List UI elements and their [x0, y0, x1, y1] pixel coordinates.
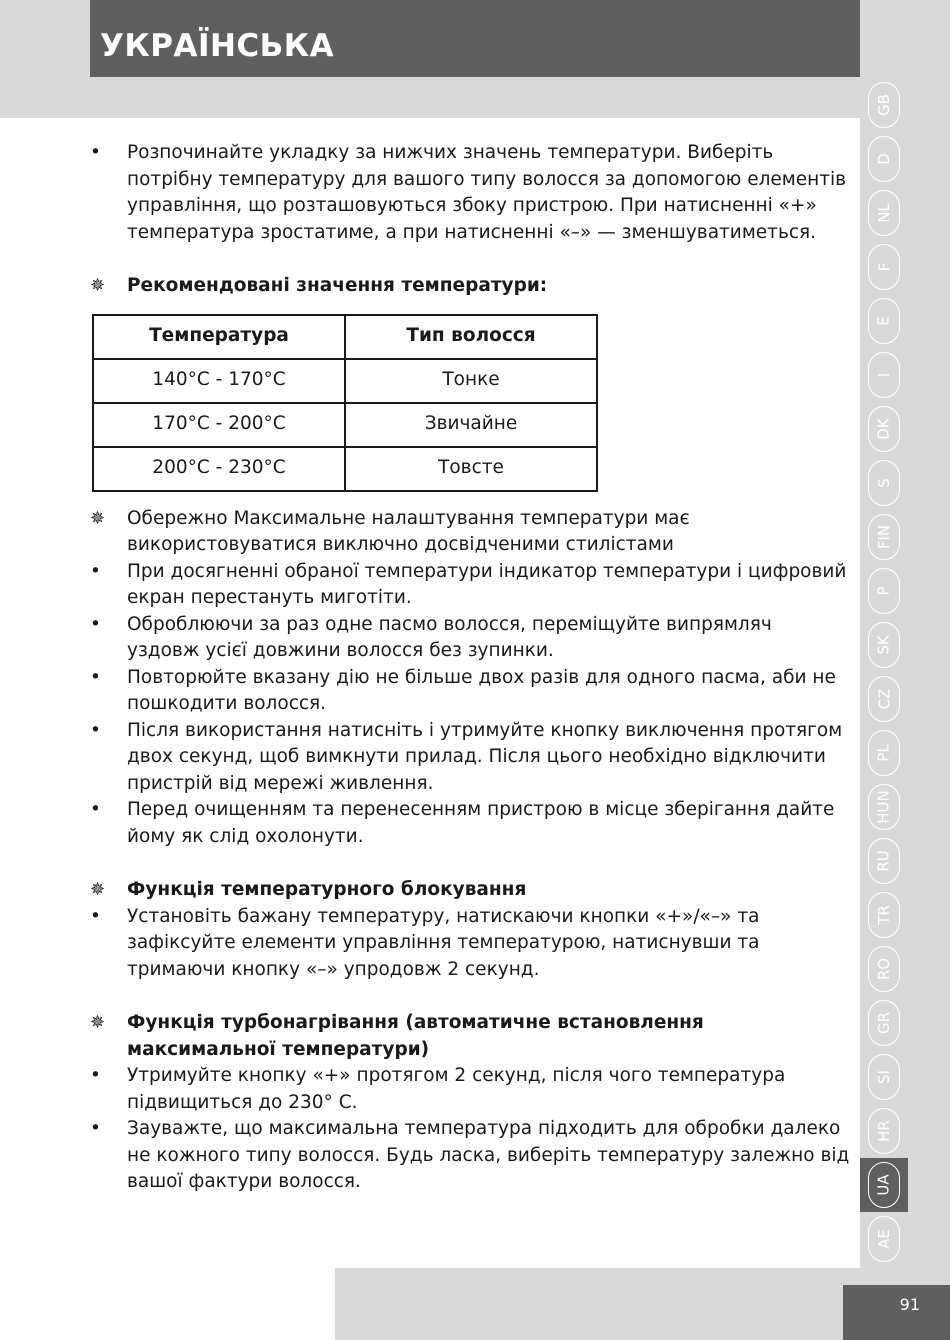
language-tab-label: GR [874, 1011, 893, 1035]
language-tab-sk[interactable] [860, 618, 908, 672]
table-row [93, 403, 597, 447]
language-tab-gr[interactable] [860, 996, 908, 1050]
language-tab-pl[interactable] [860, 726, 908, 780]
recommended-heading [90, 273, 850, 300]
language-tab-si[interactable] [860, 1050, 908, 1104]
language-tab-label: D [875, 153, 893, 165]
language-tab-label: I [875, 372, 893, 378]
language-tab-hun[interactable] [860, 780, 908, 834]
bullet-icon: • [90, 560, 101, 582]
language-tab-hr[interactable] [860, 1104, 908, 1158]
language-tab-pill [868, 946, 900, 992]
bullet-icon: • [90, 666, 101, 688]
lock-heading [90, 877, 850, 904]
language-tab-pill [868, 1054, 900, 1100]
language-tab-pill [868, 298, 900, 344]
language-tab-label: P [874, 586, 893, 596]
language-tab-label: HUN [875, 790, 894, 824]
table-row [93, 359, 597, 403]
language-tab-label: SI [874, 1070, 893, 1084]
caution-item [90, 506, 850, 559]
language-tab-pill [868, 406, 900, 452]
language-tab-label: E [874, 316, 893, 326]
language-tab-ru[interactable] [860, 834, 908, 888]
language-tab-label: RO [874, 957, 893, 981]
language-tab-pill [868, 1000, 900, 1046]
language-tab-pill [868, 190, 900, 236]
bullet-icon: • [90, 1065, 101, 1086]
table-cell: Звичайне [345, 403, 597, 447]
language-tab-pill [868, 730, 900, 776]
bullet-icon: • [90, 905, 101, 927]
bullet-icon: • [90, 613, 101, 635]
list-item [90, 904, 850, 984]
language-tab-ae[interactable] [860, 1212, 908, 1266]
bottom-band [335, 1268, 860, 1340]
language-tab-nl[interactable] [860, 186, 908, 240]
language-tab-label: RU [875, 850, 893, 872]
table-cell: Тонке [345, 359, 597, 403]
language-tab-cz[interactable] [860, 672, 908, 726]
turbo-heading [90, 1010, 850, 1063]
language-tab-pill [868, 892, 900, 938]
bullet-icon: • [90, 719, 101, 741]
header-bar [90, 0, 860, 77]
table-row [93, 447, 597, 491]
star-icon: ✵ [90, 879, 106, 900]
page-number: 91 [899, 1295, 920, 1314]
list-item [90, 1116, 850, 1196]
language-tab-pill [868, 838, 900, 884]
star-icon: ✵ [90, 507, 106, 529]
list-item [90, 665, 850, 718]
language-tab-d[interactable] [860, 132, 908, 186]
language-tab-ua[interactable] [860, 1158, 908, 1212]
language-tab-dk[interactable] [860, 402, 908, 456]
main-content [90, 140, 850, 1196]
page-title: УКРАЇНСЬКА [100, 28, 335, 64]
language-tab-label: HR [874, 1120, 893, 1142]
list-item [90, 559, 850, 612]
language-tab-label: CZ [875, 688, 893, 710]
language-tab-label: FIN [875, 524, 893, 550]
language-tab-pill [868, 1108, 900, 1154]
language-tab-pill [868, 1216, 900, 1262]
language-tab-label: GB [874, 94, 893, 116]
caution-text: Обережно Максимальне налаштування температури має використовуватися виключно досвідченими стилістами [127, 507, 690, 555]
lock-heading-text: Функція температурного блокування [127, 879, 527, 900]
language-tab-e[interactable] [860, 294, 908, 348]
list-item-text: Перед очищенням та перенесенням пристрою в місце зберігання дайте йому як слід охолонути. [127, 799, 835, 847]
list-item-text: Оброблюючи за раз одне пасмо волосся, переміщуйте випрямляч уздовж усієї довжини волосся без зупинки. [127, 613, 772, 661]
language-tab-p[interactable] [860, 564, 908, 618]
language-tab-pill [868, 136, 900, 182]
language-tab-tr[interactable] [860, 888, 908, 942]
language-tab-gb[interactable] [860, 78, 908, 132]
language-tab-pill [868, 1162, 900, 1208]
list-item-text: При досягненні обраної температури індикатор температури і цифровий екран перестануть миготіти. [127, 560, 847, 608]
list-item-text: Зауважте, що максимальна температура підходить для обробки далеко не кожного типу волосся. Будь ласка, виберіть температуру залежно від вашої фактури волосся. [127, 1118, 850, 1192]
language-tab-label: UA [875, 1174, 893, 1196]
language-tab-pill [868, 352, 900, 398]
list-item-text: Після використання натисніть і утримуйте кнопку виключення протягом двох секунд, щоб вимкнути прилад. Після цього необхідно відключити пристрій від мережі живлення. [127, 719, 843, 794]
list-item [90, 140, 850, 246]
list-item-text: Установіть бажану температуру, натискаючи кнопки «+»/«–» та зафіксуйте елементи управління температурою, натиснувши та тримаючи кнопку «–» упродовж 2 секунд. [127, 905, 760, 980]
language-tab-pill [868, 622, 900, 668]
turbo-heading-text: Функція турбонагрівання (автоматичне встановлення максимальної температури) [127, 1012, 704, 1060]
language-tab-pill [868, 514, 900, 560]
language-tab-label: AE [875, 1229, 893, 1249]
language-tab-pill [868, 82, 900, 128]
list-item-text: Утримуйте кнопку «+» протягом 2 секунд, після чого температура підвищиться до 230° С. [127, 1065, 786, 1113]
list-item [90, 612, 850, 665]
table-cell: 200°C - 230°C [93, 447, 345, 491]
list-item [90, 1063, 850, 1116]
language-tab-pill [868, 784, 900, 830]
list-item [90, 718, 850, 798]
table-cell: 170°C - 200°C [93, 403, 345, 447]
table-header-row [93, 315, 597, 359]
table-cell: Товсте [345, 447, 597, 491]
language-tab-label: DK [874, 418, 893, 440]
language-tab-label: NL [874, 203, 893, 223]
table-header: Тип волосся [345, 315, 597, 359]
page-number-box [843, 1285, 950, 1340]
language-tab-s[interactable] [860, 456, 908, 510]
star-icon: ✵ [90, 1012, 106, 1033]
language-tab-label: TR [875, 905, 893, 925]
language-tab-label: F [874, 262, 893, 272]
language-tab-pill [868, 460, 900, 506]
language-tab-pill [868, 676, 900, 722]
language-tab-label: PL [875, 744, 893, 762]
bullet-icon: • [90, 1118, 101, 1139]
star-icon: ✵ [90, 275, 106, 296]
language-tab-fin[interactable] [860, 510, 908, 564]
list-item-text: Повторюйте вказану дію не більше двох разів для одного пасма, аби не пошкодити волосся. [127, 666, 836, 714]
bullet-icon: • [90, 142, 101, 163]
language-tab-label: S [875, 478, 893, 488]
recommended-heading-text: Рекомендовані значення температури: [127, 275, 548, 296]
intro-text: Розпочинайте укладку за нижчих значень температури. Виберіть потрібну температуру для вашого типу волосся за допомогою елементів управління, що розташовуються збоку пристрою. При натисненні «+» температура зростатиме, а при натисненні «–» — зменшуватиметься. [127, 142, 847, 243]
temperature-table [92, 314, 598, 492]
language-tab-pill [868, 244, 900, 290]
language-tab-pill [868, 568, 900, 614]
language-tab-label: SK [874, 635, 893, 655]
language-tab-i[interactable] [860, 348, 908, 402]
bullet-icon: • [90, 799, 101, 820]
table-cell: 140°C - 170°C [93, 359, 345, 403]
list-item [90, 797, 850, 850]
language-tab-ro[interactable] [860, 942, 908, 996]
table-header: Температура [93, 315, 345, 359]
language-tab-f[interactable] [860, 240, 908, 294]
